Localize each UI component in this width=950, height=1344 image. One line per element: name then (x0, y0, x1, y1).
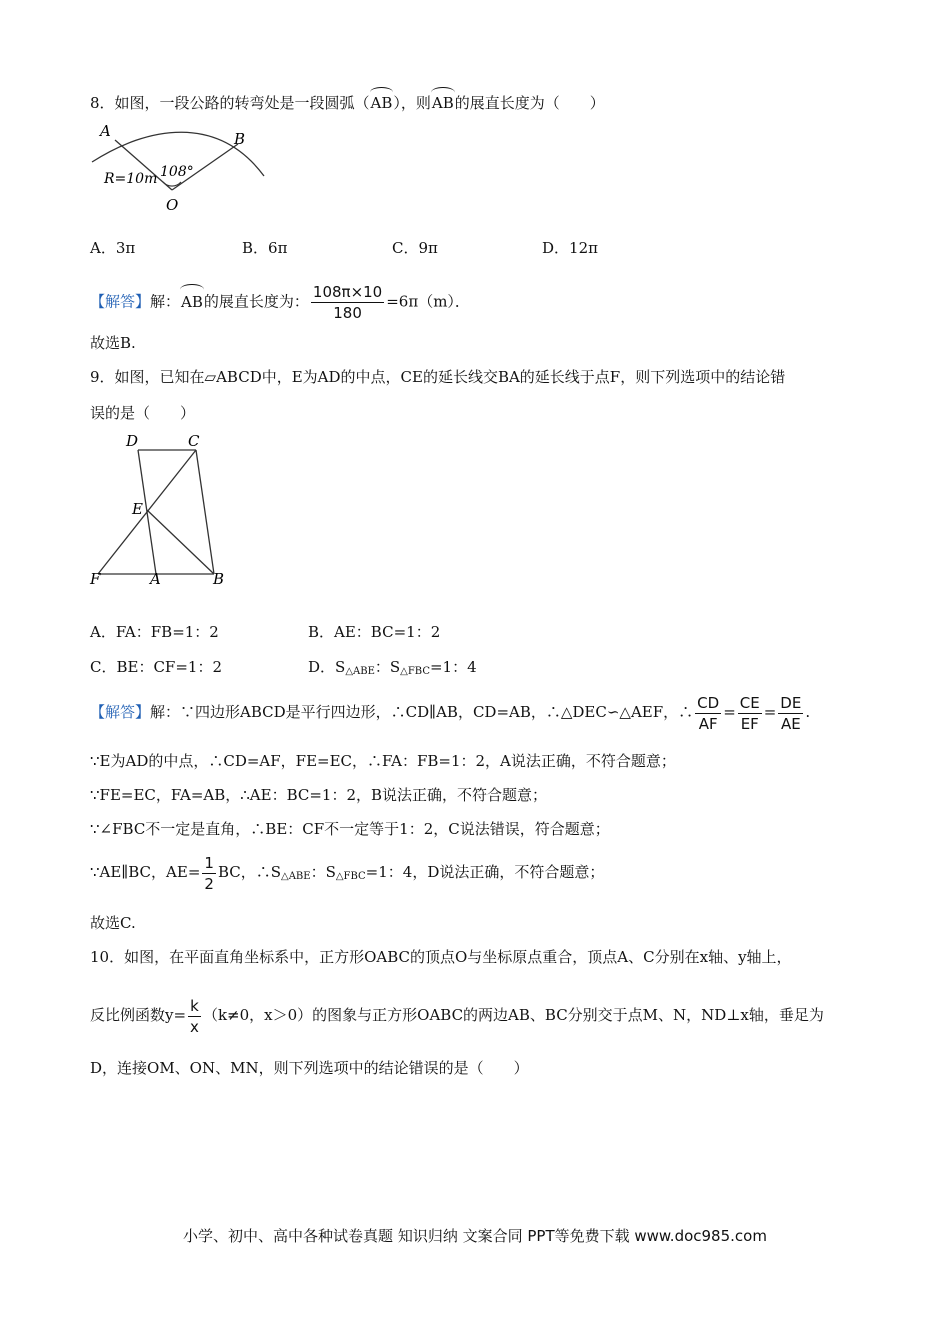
fraction-numerator: 108π×10 (312, 283, 383, 301)
q8-option-b: B．6π (242, 239, 288, 257)
q8-answer-fraction (311, 282, 384, 323)
fraction-k-over-x (188, 996, 201, 1037)
q9-option-c: C．BE：CF=1：2 (90, 658, 222, 676)
subscript: △FBC (335, 871, 366, 882)
fraction-denominator: x (190, 1017, 199, 1036)
q9-answer-part: ：S (310, 863, 336, 881)
equals-sign: = (763, 703, 777, 721)
q8-stem-part: 的展直长度为（ ） (454, 94, 605, 112)
fraction-denominator: AF (698, 714, 718, 733)
fraction-cd-af (695, 693, 721, 734)
q10-stem-line3: D，连接OM、ON、MN，则下列选项中的结论错误的是（ ） (90, 1059, 529, 1077)
equals-sign: = (723, 703, 736, 721)
q10-stem-line1: 10．如图，在平面直角坐标系中，正方形OABC的顶点O与坐标原点重合，顶点A、C分别在x轴、y轴上， (90, 948, 792, 966)
q8-stem-part: 8．如图，一段公路的转弯处是一段圆弧（ (90, 94, 370, 112)
q9-conclusion: 故选C. (90, 914, 136, 932)
arc-ab-label: AB (180, 290, 204, 314)
arc-ab-label: AB (370, 94, 393, 112)
q8-arc-figure (88, 118, 278, 218)
page-footer: 小学、初中、高中各种试卷真题 知识归纳 文案合同 PPT等免费下载 www.doc985.com (183, 1227, 767, 1245)
q8-radius-label: R=10m (104, 171, 158, 187)
q8-angle-label: 108° (160, 164, 194, 180)
q8-point-o: O (166, 196, 179, 214)
q9-answer-line3: ∵FE=EC，FA=AB，∴AE：BC=1：2，B说法正确，不符合题意； (90, 786, 548, 804)
fraction-numerator: DE (780, 693, 802, 712)
q8-conclusion: 故选B. (90, 334, 136, 352)
q9-option-b: B．AE：BC=1：2 (308, 623, 441, 641)
q8-point-b: B (234, 130, 246, 148)
q8-answer-part: 的展直长度为： (203, 292, 309, 311)
q8-point-a: A (100, 122, 111, 140)
subscript: △FBC (400, 666, 430, 677)
q10-stem-part: 反比例函数y= (90, 1006, 187, 1024)
q9-point-c: C (188, 432, 200, 450)
fraction-ce-ef (738, 693, 762, 734)
fraction-de-ae (778, 693, 803, 734)
q9-parallelogram-figure (88, 428, 238, 588)
q9-point-f: F (90, 570, 101, 588)
q9-option-d-part: D．S (308, 658, 346, 676)
fraction-denominator: AE (780, 714, 801, 733)
subscript: △ABE (281, 871, 311, 882)
q9-option-d-part: ：S (374, 658, 401, 676)
period: . (805, 703, 811, 721)
q9-answer-line5 (90, 852, 604, 897)
q9-option-a: A．FA：FB=1：2 (90, 623, 219, 641)
q8-option-a: A．3π (90, 239, 136, 257)
q9-point-d: D (126, 432, 139, 450)
q8-option-c: C．9π (392, 239, 438, 257)
fraction-denominator: EF (740, 714, 759, 733)
answer-tag: 【解答】 (90, 703, 151, 721)
q9-answer-part: BC，∴S (217, 863, 281, 881)
fraction-numerator: 1 (204, 853, 214, 872)
fraction-one-half (202, 853, 216, 894)
q8-option-d: D．12π (542, 239, 598, 257)
q9-answer-part: ∵AE∥BC，AE= (90, 863, 201, 881)
q9-option-d-part: =1：4 (429, 658, 477, 676)
fraction-numerator: CE (739, 693, 760, 712)
q8-answer (90, 282, 470, 323)
q9-stem-line1: 9．如图，已知在▱ABCD中，E为AD的中点，CE的延长线交BA的延长线于点F，则下列选项中的结论错 (90, 368, 786, 386)
q9-answer-part: =1：4，D说法正确，不符合题意； (365, 863, 605, 881)
q9-point-e: E (132, 500, 143, 518)
q9-option-d (308, 657, 477, 682)
q9-stem-line2: 误的是（ ） (90, 404, 196, 422)
subscript: △ABE (345, 666, 375, 677)
q9-point-a: A (150, 570, 161, 588)
q9-point-b: B (213, 570, 225, 588)
arc-ab-label: AB (431, 94, 454, 112)
q8-stem-part: ），则 (393, 94, 431, 112)
fraction-denominator: 2 (204, 874, 214, 893)
q9-answer-line4: ∵∠FBC不一定是直角，∴BE：CF不一定等于1：2，C说法错误，符合题意； (90, 820, 610, 838)
q8-answer-part: 解： (150, 292, 181, 311)
q10-stem-line2 (90, 995, 824, 1037)
q8-stem (90, 93, 605, 113)
fraction-numerator: CD (697, 693, 720, 712)
q9-answer-line2: ∵E为AD的中点，∴CD=AF，FE=EC，∴FA：FB=1：2，A说法正确，不符合题意； (90, 752, 676, 770)
q10-stem-part: （k≠0，x＞0）的图象与正方形OABC的两边AB、BC分别交于点M、N，ND⊥x轴，垂足为 (202, 1006, 824, 1024)
fraction-denominator: 180 (333, 304, 362, 322)
answer-tag: 【解答】 (90, 292, 151, 311)
q9-answer-part: 解：∵四边形ABCD是平行四边形，∴CD∥AB，CD=AB，∴△DEC∽△AEF，∴ (150, 703, 694, 721)
q8-answer-part: =6π（m）． (386, 292, 470, 311)
q9-answer-line1 (90, 692, 810, 734)
fraction-numerator: k (190, 996, 199, 1015)
